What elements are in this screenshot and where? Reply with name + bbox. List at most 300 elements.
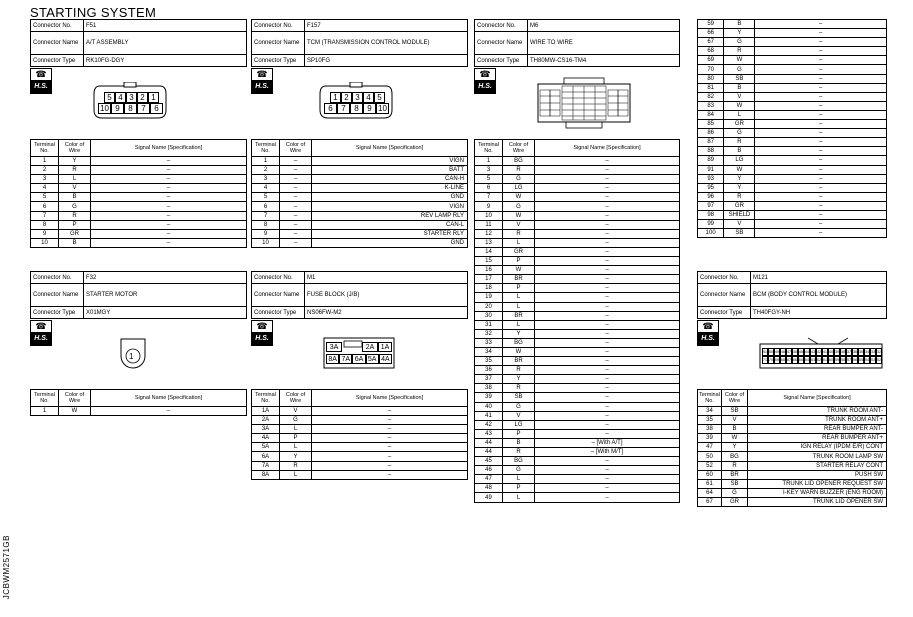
cell-color: G [503, 202, 535, 211]
table-row [475, 484, 680, 493]
cell-color: – [280, 184, 312, 193]
connector-no-value: M121 [751, 272, 887, 284]
cell-signal: – [91, 407, 247, 416]
cell-color: W [59, 407, 91, 416]
table-row [475, 457, 680, 466]
cell-signal: – [755, 138, 887, 147]
cell-terminal: 3A [252, 425, 280, 434]
connector-pin: 53 [871, 358, 875, 362]
cell-terminal: 87 [698, 138, 724, 147]
cell-color: – [280, 166, 312, 175]
cell-signal: – [755, 65, 887, 74]
cell-color: SB [503, 393, 535, 402]
cell-color: G [724, 129, 755, 138]
cell-color: G [724, 65, 755, 74]
table-row [475, 202, 680, 211]
cell-terminal: 10 [475, 211, 503, 220]
table-row [252, 461, 468, 470]
cell-signal: – [535, 247, 680, 256]
table-row [252, 166, 468, 175]
connector-no-value: F157 [305, 20, 468, 32]
cell-signal: – [535, 229, 680, 238]
header-terminal: Terminal No. [252, 390, 280, 407]
table-row [698, 83, 887, 92]
page-title: STARTING SYSTEM [30, 5, 157, 20]
cell-color: R [722, 461, 748, 470]
connector-pin: 71 [763, 358, 767, 362]
cell-signal: – [755, 156, 887, 165]
cell-terminal: 3 [475, 166, 503, 175]
connector-no-value: F51 [84, 20, 247, 32]
connector-pin: 47 [787, 350, 791, 354]
connector-name-label: Connector Name [31, 284, 84, 307]
cell-color: GR [503, 247, 535, 256]
cell-signal: – [755, 210, 887, 219]
connector-name-row [252, 32, 468, 55]
cell-signal: I-KEY WARN BUZZER (ENG ROOM) [748, 488, 887, 497]
connector-name-label: Connector Name [252, 32, 305, 55]
cell-signal: – [755, 20, 887, 29]
table-row [252, 238, 468, 247]
connector-pin: 6 [150, 103, 163, 114]
cell-signal: – [535, 484, 680, 493]
cell-signal: – [755, 38, 887, 47]
connector-pin: 41 [823, 350, 827, 354]
connector-pin: 40 [829, 350, 833, 354]
cell-color: BG [503, 157, 535, 166]
cell-signal: – [535, 157, 680, 166]
table-row [698, 470, 887, 479]
connector-pin: 1A [378, 342, 392, 352]
header-color: Color of Wire [280, 390, 312, 407]
cell-color: GR [724, 201, 755, 210]
cell-signal: TRUNK ROOM ANT- [748, 407, 887, 416]
cell-terminal: 50 [698, 452, 722, 461]
cell-signal: PUSH SW [748, 470, 887, 479]
cell-terminal: 7A [252, 461, 280, 470]
connector-type-row [252, 307, 468, 319]
connector-pin: 2 [137, 92, 148, 103]
cell-terminal: 17 [475, 275, 503, 284]
cell-signal: – [535, 347, 680, 356]
connector-pin: 33 [871, 350, 875, 354]
connector-pin: 60 [829, 358, 833, 362]
cell-color: G [280, 416, 312, 425]
cell-terminal: 9 [252, 229, 280, 238]
connector-no-label: Connector No. [31, 272, 84, 284]
cell-color: V [724, 92, 755, 101]
connector-pin: 34 [865, 350, 869, 354]
cell-terminal: 5A [252, 443, 280, 452]
cell-color: B [724, 20, 755, 29]
cell-color: Y [280, 452, 312, 461]
connector-pin: 46 [793, 350, 797, 354]
connector-type-row [252, 55, 468, 67]
table-f51 [30, 139, 247, 248]
cell-terminal: 9 [475, 202, 503, 211]
table-row [252, 452, 468, 461]
cell-terminal: 35 [698, 416, 722, 425]
connector-pin: 5 [374, 92, 385, 103]
hs-icon: ☎ H.S. [251, 68, 273, 94]
cell-signal: – [535, 466, 680, 475]
cell-terminal: 52 [698, 461, 722, 470]
cell-terminal: 80 [698, 74, 724, 83]
connector-pin: 65 [799, 358, 803, 362]
cell-color: – [280, 202, 312, 211]
table-row [252, 229, 468, 238]
cell-color: – [280, 211, 312, 220]
cell-color: V [503, 411, 535, 420]
connector-pin: 37 [847, 350, 851, 354]
table-row [475, 320, 680, 329]
cell-signal: – [91, 238, 247, 247]
table-row [698, 425, 887, 434]
cell-signal: – [91, 184, 247, 193]
table-m1 [251, 389, 468, 480]
connector-no-value: M1 [305, 272, 468, 284]
connector-pin: 42 [817, 350, 821, 354]
cell-color: SB [724, 229, 755, 238]
cell-terminal: 61 [698, 479, 722, 488]
cell-signal: – [312, 470, 468, 479]
table-row [698, 101, 887, 110]
table-row [475, 193, 680, 202]
header-terminal: Terminal No. [31, 140, 59, 157]
cell-color: L [503, 302, 535, 311]
header-color: Color of Wire [722, 390, 748, 407]
cell-terminal: 10 [31, 238, 59, 247]
connector-no-row [252, 20, 468, 32]
cell-terminal: 4A [252, 434, 280, 443]
cell-signal: – [755, 220, 887, 229]
cell-terminal: 7 [252, 211, 280, 220]
cell-color: P [503, 429, 535, 438]
cell-color: BR [503, 275, 535, 284]
cell-terminal: 8 [31, 220, 59, 229]
cell-signal: – [312, 443, 468, 452]
connector-type-row [31, 55, 247, 67]
connector-pin: 2 [341, 92, 352, 103]
table-header [252, 390, 468, 407]
cell-signal: – [535, 193, 680, 202]
table-row [698, 192, 887, 201]
cell-terminal: 45 [475, 457, 503, 466]
cell-signal: VIGN [312, 157, 468, 166]
hs-icon: ☎ H.S. [251, 320, 273, 346]
hs-icon: ☎ H.S. [697, 320, 719, 346]
cell-terminal: 9 [31, 229, 59, 238]
table-row [475, 247, 680, 256]
cell-signal: STARTER RELAY CONT [748, 461, 887, 470]
cell-terminal: 31 [475, 320, 503, 329]
cell-signal: – [With M/T] [535, 448, 680, 457]
connector-type-value: X01MGY [84, 307, 247, 319]
table-row [252, 407, 468, 416]
cell-color: L [503, 293, 535, 302]
cell-color: BG [722, 452, 748, 461]
cell-color: SB [724, 74, 755, 83]
cell-signal: VIGN [312, 202, 468, 211]
table-header [698, 390, 887, 407]
table-m121 [697, 389, 887, 507]
cell-signal: – [535, 329, 680, 338]
cell-color: B [724, 147, 755, 156]
header-color: Color of Wire [503, 140, 535, 157]
cell-color: L [280, 443, 312, 452]
cell-terminal: 47 [698, 443, 722, 452]
connector-pin: 57 [847, 358, 851, 362]
connector-type-value: TH40FGY-NH [751, 307, 887, 319]
table-row [475, 347, 680, 356]
cell-terminal: 40 [475, 402, 503, 411]
connector-type-label: Connector Type [31, 307, 84, 319]
connector-pin: 54 [865, 358, 869, 362]
cell-signal: – [535, 220, 680, 229]
table-row [31, 407, 247, 416]
cell-signal: – [535, 457, 680, 466]
table-row [698, 20, 887, 29]
cell-color: B [722, 425, 748, 434]
cell-terminal: 38 [698, 425, 722, 434]
cell-color: L [503, 493, 535, 502]
hs-icon: ☎ H.S. [30, 68, 52, 94]
cell-color: L [280, 470, 312, 479]
table-row [698, 29, 887, 38]
connector-pin: 5A [366, 354, 379, 364]
connector-name-label: Connector Name [31, 32, 84, 55]
cell-color: GR [59, 229, 91, 238]
table-row [475, 438, 680, 447]
cell-signal: – [535, 293, 680, 302]
cell-color: W [503, 347, 535, 356]
connector-pin: 3 [126, 92, 137, 103]
table-row [698, 120, 887, 129]
connector-no-row [31, 20, 247, 32]
cell-color: P [280, 434, 312, 443]
cell-signal: – [312, 425, 468, 434]
cell-signal: – [With A/T] [535, 438, 680, 447]
info-f51 [30, 19, 247, 67]
cell-terminal: 85 [698, 120, 724, 129]
table-row [475, 475, 680, 484]
connector-name-label: Connector Name [475, 32, 528, 55]
connector-pin: 1 [148, 92, 159, 103]
connector-no-row [31, 272, 247, 284]
table-row [475, 157, 680, 166]
connector-pin: 3 [352, 92, 363, 103]
cell-color: B [503, 438, 535, 447]
table-row [252, 434, 468, 443]
cell-terminal: 84 [698, 110, 724, 119]
cell-terminal: 42 [475, 420, 503, 429]
table-row [698, 497, 887, 506]
connector-pin: 69 [775, 358, 779, 362]
cell-terminal: 18 [475, 284, 503, 293]
cell-color: P [59, 220, 91, 229]
cell-color: B [724, 83, 755, 92]
connector-name-row [698, 284, 887, 307]
cell-color: L [503, 238, 535, 247]
cell-terminal: 2A [252, 416, 280, 425]
connector-pin: 55 [859, 358, 863, 362]
table-row [475, 229, 680, 238]
header-signal: Signal Name [Specification] [91, 140, 247, 157]
cell-terminal: 2 [31, 166, 59, 175]
cell-color: L [503, 475, 535, 484]
connector-name-row [475, 32, 680, 55]
cell-terminal: 5 [252, 193, 280, 202]
cell-terminal: 15 [475, 257, 503, 266]
cell-color: W [503, 211, 535, 220]
table-row [698, 229, 887, 238]
table-row [31, 202, 247, 211]
header-signal: Signal Name [Specification] [91, 390, 247, 407]
cell-color: W [724, 101, 755, 110]
cell-signal: – [91, 220, 247, 229]
cell-terminal: 59 [698, 20, 724, 29]
cell-signal: – [755, 74, 887, 83]
table-row [698, 110, 887, 119]
cell-terminal: 44 [475, 448, 503, 457]
cell-color: BR [503, 311, 535, 320]
cell-terminal: 11 [475, 220, 503, 229]
cell-color: R [503, 166, 535, 175]
connector-pin: 7A [339, 354, 352, 364]
cell-terminal: 6 [31, 202, 59, 211]
cell-color: G [503, 466, 535, 475]
cell-color: – [280, 229, 312, 238]
cell-signal: – [755, 201, 887, 210]
cell-signal: REAR BUMPER ANT+ [748, 434, 887, 443]
cell-terminal: 6A [252, 452, 280, 461]
cell-terminal: 81 [698, 83, 724, 92]
table-row [475, 220, 680, 229]
cell-signal: – [91, 157, 247, 166]
cell-terminal: 13 [475, 238, 503, 247]
cell-color: G [722, 488, 748, 497]
connector-type-label: Connector Type [698, 307, 751, 319]
connector-no-row [698, 272, 887, 284]
connector-pin: 62 [817, 358, 821, 362]
connector-name-row [31, 32, 247, 55]
connector-name-value: A/T ASSEMBLY [84, 32, 247, 55]
cell-terminal: 19 [475, 293, 503, 302]
cell-color: – [280, 157, 312, 166]
cell-terminal: 99 [698, 220, 724, 229]
table-m6-part2 [697, 19, 887, 238]
table-row [252, 416, 468, 425]
cell-signal: STARTER RLY [312, 229, 468, 238]
cell-terminal: 1 [252, 157, 280, 166]
connector-pin: 38 [841, 350, 845, 354]
table-row [698, 210, 887, 219]
cell-terminal: 39 [475, 393, 503, 402]
table-row [475, 420, 680, 429]
info-m6 [474, 19, 680, 67]
cell-terminal: 97 [698, 201, 724, 210]
table-row [475, 175, 680, 184]
connector-pin: 51 [763, 350, 767, 354]
cell-color: Y [722, 443, 748, 452]
cell-terminal: 49 [475, 493, 503, 502]
table-row [698, 156, 887, 165]
table-row [252, 470, 468, 479]
cell-color: Y [503, 329, 535, 338]
cell-color: B [59, 238, 91, 247]
cell-color: G [503, 402, 535, 411]
cell-signal: – [755, 165, 887, 174]
cell-terminal: 3 [252, 175, 280, 184]
connector-name-value: BCM (BODY CONTROL MODULE) [751, 284, 887, 307]
cell-signal: K-LINE [312, 184, 468, 193]
cell-color: BR [503, 357, 535, 366]
header-signal: Signal Name [Specification] [312, 390, 468, 407]
cell-signal: – [535, 238, 680, 247]
hs-icon: ☎ H.S. [474, 68, 496, 94]
table-row [698, 138, 887, 147]
table-row [31, 157, 247, 166]
cell-terminal: 70 [698, 65, 724, 74]
connector-pin: 45 [799, 350, 803, 354]
cell-signal: – [535, 366, 680, 375]
connector-pin: 39 [835, 350, 839, 354]
cell-signal: – [91, 211, 247, 220]
cell-color: LG [724, 156, 755, 165]
connector-pin: 52 [877, 358, 881, 362]
cell-color: V [724, 220, 755, 229]
cell-terminal: 35 [475, 357, 503, 366]
cell-terminal: 89 [698, 156, 724, 165]
table-row [698, 416, 887, 425]
cell-signal: – [755, 83, 887, 92]
table-row [31, 211, 247, 220]
table-row [698, 220, 887, 229]
table-row [475, 211, 680, 220]
cell-color: W [724, 56, 755, 65]
table-row [698, 47, 887, 56]
connector-pin: 48 [781, 350, 785, 354]
table-row [252, 184, 468, 193]
cell-color: GR [724, 120, 755, 129]
cell-terminal: 88 [698, 147, 724, 156]
connector-no-label: Connector No. [252, 20, 305, 32]
cell-color: B [59, 193, 91, 202]
cell-signal: – [91, 166, 247, 175]
connector-pin: 50 [769, 350, 773, 354]
cell-terminal: 2 [252, 166, 280, 175]
cell-signal: – [535, 475, 680, 484]
cell-signal: – [535, 320, 680, 329]
cell-signal: REV LAMP RLY [312, 211, 468, 220]
cell-color: – [280, 193, 312, 202]
header-signal: Signal Name [Specification] [535, 140, 680, 157]
table-row [475, 284, 680, 293]
table-row [475, 493, 680, 502]
cell-signal: – [312, 434, 468, 443]
cell-signal: – [535, 257, 680, 266]
table-row [252, 443, 468, 452]
cell-color: BR [722, 470, 748, 479]
cell-color: V [59, 184, 91, 193]
cell-color: SHIELD [724, 210, 755, 219]
connector-pin: 4A [379, 354, 392, 364]
cell-color: L [503, 320, 535, 329]
connector-pin: 7 [137, 103, 150, 114]
table-row [31, 238, 247, 247]
table-row [475, 393, 680, 402]
cell-color: V [280, 407, 312, 416]
